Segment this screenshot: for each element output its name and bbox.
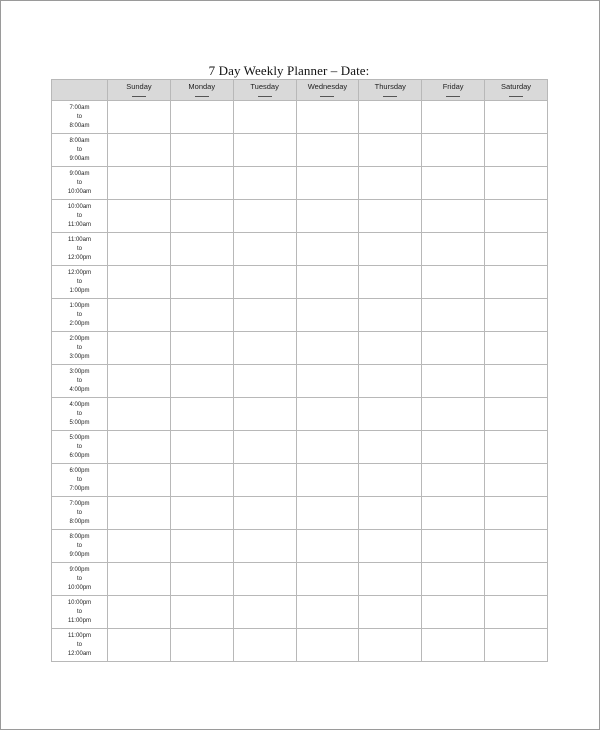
planner-cell-tuesday[interactable] [233, 464, 296, 497]
planner-cell-wednesday[interactable] [296, 629, 359, 662]
time-start: 5:00pm [69, 434, 90, 441]
planner-cell-thursday[interactable] [359, 530, 422, 563]
time-start: 12:00pm [67, 269, 92, 276]
planner-cell-sunday[interactable] [108, 200, 171, 233]
time-end: 10:00pm [67, 584, 92, 591]
day-underline [195, 96, 209, 97]
day-header-friday [422, 80, 485, 101]
time-sep: to [76, 344, 82, 351]
time-end: 4:00pm [69, 386, 90, 393]
planner-cell-tuesday[interactable] [233, 266, 296, 299]
planner-cell-tuesday[interactable] [233, 629, 296, 662]
time-sep: to [76, 311, 82, 318]
time-sep: to [76, 278, 82, 285]
time-start: 10:00pm [67, 599, 92, 606]
planner-cell-thursday[interactable] [359, 299, 422, 332]
planner-cell-monday[interactable] [170, 233, 233, 266]
time-slot-row [52, 101, 548, 134]
planner-cell-friday[interactable] [422, 398, 485, 431]
time-end: 10:00am [67, 188, 92, 195]
planner-cell-sunday[interactable] [108, 167, 171, 200]
time-start: 3:00pm [69, 368, 90, 375]
time-start: 1:00pm [69, 302, 90, 309]
day-underline [320, 96, 334, 97]
planner-cell-monday[interactable] [170, 398, 233, 431]
planner-cell-friday[interactable] [422, 101, 485, 134]
time-start: 9:00pm [69, 566, 90, 573]
planner-cell-sunday[interactable] [108, 365, 171, 398]
planner-cell-wednesday[interactable] [296, 464, 359, 497]
planner-cell-thursday[interactable] [359, 101, 422, 134]
planner-cell-tuesday[interactable] [233, 365, 296, 398]
planner-cell-wednesday[interactable] [296, 563, 359, 596]
planner-cell-wednesday[interactable] [296, 167, 359, 200]
day-underline [383, 96, 397, 97]
planner-cell-sunday[interactable] [108, 497, 171, 530]
planner-cell-saturday[interactable] [485, 596, 548, 629]
planner-cell-monday[interactable] [170, 464, 233, 497]
planner-cell-thursday[interactable] [359, 431, 422, 464]
time-end: 8:00pm [69, 518, 90, 525]
time-slot-row [52, 596, 548, 629]
time-slot-label [52, 431, 108, 464]
planner-cell-wednesday[interactable] [296, 134, 359, 167]
time-slot-label [52, 563, 108, 596]
planner-cell-monday[interactable] [170, 431, 233, 464]
planner-cell-saturday[interactable] [485, 431, 548, 464]
day-label: Sunday [126, 82, 152, 91]
time-sep: to [76, 641, 82, 648]
planner-cell-sunday[interactable] [108, 266, 171, 299]
planner-cell-wednesday[interactable] [296, 431, 359, 464]
time-slot-row [52, 167, 548, 200]
planner-cell-saturday[interactable] [485, 629, 548, 662]
day-label: Friday [442, 82, 464, 91]
planner-cell-thursday[interactable] [359, 332, 422, 365]
planner-cell-tuesday[interactable] [233, 332, 296, 365]
day-header-saturday [485, 80, 548, 101]
time-sep: to [76, 476, 82, 483]
planner-cell-friday[interactable] [422, 332, 485, 365]
planner-cell-wednesday[interactable] [296, 530, 359, 563]
planner-cell-tuesday[interactable] [233, 233, 296, 266]
planner-cell-sunday[interactable] [108, 101, 171, 134]
planner-cell-tuesday[interactable] [233, 563, 296, 596]
planner-cell-saturday[interactable] [485, 134, 548, 167]
planner-cell-tuesday[interactable] [233, 299, 296, 332]
header-corner-cell [52, 80, 108, 101]
planner-body [52, 101, 548, 662]
planner-cell-thursday[interactable] [359, 464, 422, 497]
planner-cell-thursday[interactable] [359, 365, 422, 398]
planner-cell-thursday[interactable] [359, 629, 422, 662]
time-slot-row [52, 398, 548, 431]
time-slot-label [52, 464, 108, 497]
day-label: Thursday [374, 82, 406, 91]
planner-cell-thursday[interactable] [359, 134, 422, 167]
header-row [52, 80, 548, 101]
planner-cell-sunday[interactable] [108, 596, 171, 629]
time-sep: to [76, 179, 82, 186]
planner-cell-sunday[interactable] [108, 530, 171, 563]
planner-cell-thursday[interactable] [359, 497, 422, 530]
planner-cell-wednesday[interactable] [296, 200, 359, 233]
planner-cell-monday[interactable] [170, 299, 233, 332]
time-slot-label [52, 266, 108, 299]
time-end: 9:00am [69, 155, 90, 162]
planner-cell-tuesday[interactable] [233, 398, 296, 431]
time-end: 11:00pm [68, 617, 91, 624]
planner-cell-saturday[interactable] [485, 266, 548, 299]
planner-cell-tuesday[interactable] [233, 167, 296, 200]
time-sep: to [76, 410, 82, 417]
time-slot-label [52, 200, 108, 233]
planner-cell-wednesday[interactable] [296, 332, 359, 365]
time-sep: to [76, 443, 82, 450]
planner-cell-saturday[interactable] [485, 332, 548, 365]
planner-cell-monday[interactable] [170, 167, 233, 200]
time-slot-row [52, 563, 548, 596]
planner-cell-friday[interactable] [422, 299, 485, 332]
planner-cell-friday[interactable] [422, 431, 485, 464]
planner-cell-monday[interactable] [170, 629, 233, 662]
time-sep: to [76, 212, 82, 219]
day-header-monday [170, 80, 233, 101]
time-sep: to [76, 608, 82, 615]
planner-cell-sunday[interactable] [108, 398, 171, 431]
day-header-thursday [359, 80, 422, 101]
planner-cell-thursday[interactable] [359, 167, 422, 200]
time-end: 2:00pm [69, 320, 90, 327]
planner-cell-sunday[interactable] [108, 299, 171, 332]
time-start: 4:00pm [69, 401, 90, 408]
planner-cell-wednesday[interactable] [296, 266, 359, 299]
time-slot-row [52, 233, 548, 266]
time-slot-row [52, 200, 548, 233]
time-slot-row [52, 530, 548, 563]
time-end: 1:00pm [69, 287, 90, 294]
planner-cell-monday[interactable] [170, 332, 233, 365]
planner-cell-sunday[interactable] [108, 464, 171, 497]
planner-cell-monday[interactable] [170, 266, 233, 299]
time-end: 9:00pm [69, 551, 90, 558]
planner-cell-friday[interactable] [422, 497, 485, 530]
planner-cell-thursday[interactable] [359, 398, 422, 431]
time-start: 7:00am [69, 104, 90, 111]
time-sep: to [76, 575, 82, 582]
day-underline [132, 96, 146, 97]
time-start: 2:00pm [69, 335, 90, 342]
planner-cell-thursday[interactable] [359, 200, 422, 233]
planner-cell-saturday[interactable] [485, 101, 548, 134]
time-start: 8:00am [69, 137, 90, 144]
planner-cell-saturday[interactable] [485, 200, 548, 233]
planner-cell-saturday[interactable] [485, 299, 548, 332]
planner-cell-saturday[interactable] [485, 464, 548, 497]
time-start: 6:00pm [69, 467, 90, 474]
day-header-sunday [108, 80, 171, 101]
time-start: 11:00pm [68, 632, 91, 639]
planner-cell-monday[interactable] [170, 101, 233, 134]
time-slot-label [52, 398, 108, 431]
planner-cell-saturday[interactable] [485, 398, 548, 431]
planner-cell-thursday[interactable] [359, 233, 422, 266]
planner-cell-monday[interactable] [170, 530, 233, 563]
time-end: 7:00pm [69, 485, 90, 492]
planner-cell-thursday[interactable] [359, 596, 422, 629]
time-end: 11:00am [68, 221, 91, 228]
day-label: Monday [188, 82, 216, 91]
time-slot-row [52, 497, 548, 530]
time-slot-label [52, 233, 108, 266]
planner-cell-monday[interactable] [170, 497, 233, 530]
planner-cell-saturday[interactable] [485, 167, 548, 200]
time-end: 12:00pm [67, 254, 92, 261]
planner-cell-wednesday[interactable] [296, 398, 359, 431]
planner-cell-wednesday[interactable] [296, 497, 359, 530]
time-slot-label [52, 299, 108, 332]
planner-cell-friday[interactable] [422, 233, 485, 266]
time-end: 3:00pm [69, 353, 90, 360]
planner-cell-sunday[interactable] [108, 431, 171, 464]
time-slot-label [52, 101, 108, 134]
time-sep: to [76, 509, 82, 516]
day-label: Saturday [501, 82, 532, 91]
planner-cell-wednesday[interactable] [296, 101, 359, 134]
planner-cell-thursday[interactable] [359, 266, 422, 299]
planner-cell-sunday[interactable] [108, 134, 171, 167]
time-slot-label [52, 596, 108, 629]
time-slot-row [52, 332, 548, 365]
planner-cell-tuesday[interactable] [233, 431, 296, 464]
planner-cell-tuesday[interactable] [233, 497, 296, 530]
day-label: Tuesday [250, 82, 279, 91]
time-slot-row [52, 134, 548, 167]
time-slot-row [52, 464, 548, 497]
time-slot-row [52, 365, 548, 398]
time-sep: to [76, 113, 82, 120]
time-end: 12:00am [67, 650, 92, 657]
planner-cell-friday[interactable] [422, 134, 485, 167]
planner-cell-sunday[interactable] [108, 233, 171, 266]
planner-cell-monday[interactable] [170, 200, 233, 233]
planner-cell-friday[interactable] [422, 365, 485, 398]
planner-cell-tuesday[interactable] [233, 134, 296, 167]
time-slot-row [52, 299, 548, 332]
day-underline [509, 96, 523, 97]
planner-cell-wednesday[interactable] [296, 299, 359, 332]
planner-cell-wednesday[interactable] [296, 365, 359, 398]
time-sep: to [76, 542, 82, 549]
time-slot-label [52, 167, 108, 200]
planner-cell-tuesday[interactable] [233, 530, 296, 563]
day-header-wednesday [296, 80, 359, 101]
planner-cell-wednesday[interactable] [296, 233, 359, 266]
planner-cell-sunday[interactable] [108, 563, 171, 596]
time-slot-label [52, 530, 108, 563]
time-slot-row [52, 431, 548, 464]
planner-cell-saturday[interactable] [485, 365, 548, 398]
planner-cell-sunday[interactable] [108, 629, 171, 662]
planner-cell-saturday[interactable] [485, 563, 548, 596]
time-sep: to [76, 377, 82, 384]
day-underline [258, 96, 272, 97]
day-label: Wednesday [307, 82, 348, 91]
time-start: 10:00am [67, 203, 92, 210]
planner-cell-friday[interactable] [422, 563, 485, 596]
time-end: 5:00pm [69, 419, 90, 426]
planner-cell-tuesday[interactable] [233, 101, 296, 134]
planner-cell-tuesday[interactable] [233, 596, 296, 629]
time-slot-row [52, 629, 548, 662]
day-header-tuesday [233, 80, 296, 101]
planner-cell-monday[interactable] [170, 365, 233, 398]
planner-cell-friday[interactable] [422, 629, 485, 662]
page-title: 7 Day Weekly Planner – Date: [208, 63, 370, 78]
planner-cell-saturday[interactable] [485, 497, 548, 530]
time-slot-label [52, 629, 108, 662]
planner-cell-monday[interactable] [170, 563, 233, 596]
time-slot-label [52, 134, 108, 167]
time-start: 7:00pm [69, 500, 90, 507]
time-end: 8:00am [69, 122, 90, 129]
planner-cell-friday[interactable] [422, 530, 485, 563]
planner-cell-wednesday[interactable] [296, 596, 359, 629]
time-sep: to [76, 245, 82, 252]
time-slot-label [52, 497, 108, 530]
planner-cell-friday[interactable] [422, 167, 485, 200]
planner-cell-friday[interactable] [422, 596, 485, 629]
planner-cell-sunday[interactable] [108, 332, 171, 365]
planner-cell-monday[interactable] [170, 596, 233, 629]
planner-cell-friday[interactable] [422, 266, 485, 299]
day-underline [446, 96, 460, 97]
time-end: 6:00pm [69, 452, 90, 459]
planner-cell-tuesday[interactable] [233, 200, 296, 233]
time-slot-row [52, 266, 548, 299]
planner-cell-friday[interactable] [422, 464, 485, 497]
time-sep: to [76, 146, 82, 153]
planner-cell-monday[interactable] [170, 134, 233, 167]
time-slot-label [52, 365, 108, 398]
weekly-planner-table [51, 79, 548, 662]
time-start: 9:00am [69, 170, 90, 177]
planner-cell-saturday[interactable] [485, 233, 548, 266]
time-slot-label [52, 332, 108, 365]
time-start: 11:00am [68, 236, 91, 243]
planner-cell-saturday[interactable] [485, 530, 548, 563]
planner-cell-friday[interactable] [422, 200, 485, 233]
planner-cell-thursday[interactable] [359, 563, 422, 596]
time-start: 8:00pm [69, 533, 90, 540]
